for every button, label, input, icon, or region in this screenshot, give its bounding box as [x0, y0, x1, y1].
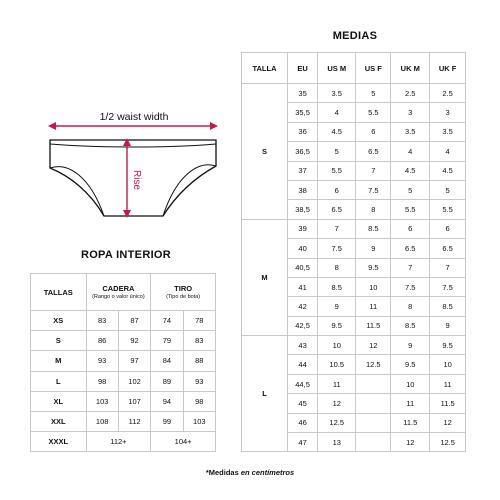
us-f-value — [356, 374, 391, 393]
uk-m-value: 7.5 — [391, 277, 430, 296]
uk-f-value: 12.5 — [430, 433, 466, 452]
uk-f-value: 8.5 — [430, 297, 466, 316]
uk-m-value: 8.5 — [391, 316, 430, 335]
cadera-header-label: CADERA — [102, 284, 135, 293]
medias-row — [242, 84, 466, 103]
us-f-value: 10 — [356, 277, 391, 296]
size-label: XS — [31, 311, 87, 331]
eu-value: 42 — [288, 297, 318, 316]
us-f-value: 8 — [356, 200, 391, 219]
uk-m-value: 4 — [391, 142, 430, 161]
measurement-note — [150, 468, 350, 477]
leg-opening-left — [50, 167, 104, 216]
waistband-line — [50, 144, 216, 147]
tiro-min: 84 — [151, 351, 183, 371]
eu-value: 35 — [288, 84, 318, 103]
ropa-row — [31, 311, 216, 331]
cadera-min: 108 — [86, 411, 118, 431]
medias-header-us-m: US M — [318, 53, 356, 84]
us-m-value: 5 — [318, 142, 356, 161]
tiro-value: 104+ — [151, 432, 216, 452]
eu-value: 38,5 — [288, 200, 318, 219]
ropa-interior-table — [30, 273, 216, 452]
rise-arrow-top-head — [123, 138, 131, 146]
medias-header-uk-m: UK M — [391, 53, 430, 84]
us-m-value: 5.5 — [318, 161, 356, 180]
us-m-value: 4.5 — [318, 122, 356, 141]
eu-value: 46 — [288, 413, 318, 432]
uk-m-value: 6.5 — [391, 239, 430, 258]
us-f-value — [356, 413, 391, 432]
waist-arrow-right-head — [210, 122, 218, 130]
medias-title: MEDIAS — [332, 30, 378, 42]
us-m-value: 3.5 — [318, 84, 356, 103]
us-m-value: 6.5 — [318, 200, 356, 219]
uk-f-value: 9 — [430, 316, 466, 335]
medias-row — [242, 336, 466, 355]
rise-label: Rise — [131, 170, 142, 191]
uk-m-value: 5.5 — [391, 200, 430, 219]
waist-width-label: 1/2 waist width — [99, 111, 169, 123]
uk-m-value: 4.5 — [391, 161, 430, 180]
size-label: S — [31, 331, 87, 351]
note-emphasis: en centímetros — [240, 468, 295, 477]
tiro-max: 93 — [183, 371, 215, 391]
ropa-row — [31, 411, 216, 431]
us-f-value — [356, 433, 391, 452]
us-m-value: 8.5 — [318, 277, 356, 296]
uk-f-value: 3 — [430, 103, 466, 122]
eu-value: 43 — [288, 336, 318, 355]
waist-arrow-left-head — [48, 122, 56, 130]
uk-f-value: 11 — [430, 374, 466, 393]
uk-f-value: 12 — [430, 413, 466, 432]
uk-m-value: 9 — [391, 336, 430, 355]
us-m-value: 9.5 — [318, 316, 356, 335]
eu-value: 38 — [288, 180, 318, 199]
cadera-min: 98 — [86, 371, 118, 391]
tiro-max: 83 — [183, 331, 215, 351]
cadera-min: 86 — [86, 331, 118, 351]
tallas-header: TALLAS — [31, 274, 87, 311]
size-label: XXL — [31, 411, 87, 431]
eu-value: 41 — [288, 277, 318, 296]
ropa-header-row — [31, 274, 216, 311]
eu-value: 35,5 — [288, 103, 318, 122]
eu-value: 40 — [288, 239, 318, 258]
leg-opening-right — [163, 165, 216, 216]
ropa-row — [31, 351, 216, 371]
uk-m-value: 11 — [391, 394, 430, 413]
cadera-min: 103 — [86, 391, 118, 411]
us-f-value: 6 — [356, 122, 391, 141]
us-m-value: 9 — [318, 297, 356, 316]
uk-f-value: 4.5 — [430, 161, 466, 180]
us-f-value: 8.5 — [356, 219, 391, 238]
tiro-max: 103 — [183, 411, 215, 431]
us-m-value: 13 — [318, 433, 356, 452]
rise-arrow-bottom-head — [123, 210, 131, 218]
us-f-value: 7.5 — [356, 180, 391, 199]
ropa-row — [31, 331, 216, 351]
cadera-max: 87 — [118, 311, 150, 331]
medias-header-eu: EU — [288, 53, 318, 84]
us-f-value: 11.5 — [356, 316, 391, 335]
medias-header-row — [242, 53, 466, 84]
eu-value: 39 — [288, 219, 318, 238]
us-m-value: 8 — [318, 258, 356, 277]
eu-value: 44,5 — [288, 374, 318, 393]
us-m-value: 12 — [318, 394, 356, 413]
underwear-diagram — [38, 104, 228, 224]
uk-m-value: 3 — [391, 103, 430, 122]
tiro-max: 88 — [183, 351, 215, 371]
uk-f-value: 7 — [430, 258, 466, 277]
eu-value: 36 — [288, 122, 318, 141]
tiro-header — [151, 274, 216, 311]
tiro-max: 98 — [183, 391, 215, 411]
us-f-value: 9.5 — [356, 258, 391, 277]
tiro-header-sub: (Tipo de bota) — [166, 294, 201, 300]
tiro-min: 79 — [151, 331, 183, 351]
cadera-max: 97 — [118, 351, 150, 371]
tiro-min: 74 — [151, 311, 183, 331]
cadera-max: 112 — [118, 411, 150, 431]
medias-header-uk-f: UK F — [430, 53, 466, 84]
size-label: XL — [31, 391, 87, 411]
tiro-min: 89 — [151, 371, 183, 391]
tiro-min: 94 — [151, 391, 183, 411]
tiro-min: 99 — [151, 411, 183, 431]
medias-header-talla: TALLA — [242, 53, 288, 84]
uk-m-value: 10 — [391, 374, 430, 393]
us-f-value: 5 — [356, 84, 391, 103]
us-m-value: 7 — [318, 219, 356, 238]
us-m-value: 10 — [318, 336, 356, 355]
uk-m-value: 12 — [391, 433, 430, 452]
size-label: L — [31, 371, 87, 391]
us-f-value: 6.5 — [356, 142, 391, 161]
cadera-max: 92 — [118, 331, 150, 351]
talla-group-label: M — [242, 219, 288, 335]
uk-f-value: 5 — [430, 180, 466, 199]
uk-m-value: 2.5 — [391, 84, 430, 103]
ropa-row — [31, 432, 216, 452]
tiro-header-label: TIRO — [174, 284, 193, 293]
us-m-value: 12.5 — [318, 413, 356, 432]
ropa-interior-title: ROPA INTERIOR — [80, 249, 172, 261]
uk-m-value: 6 — [391, 219, 430, 238]
uk-f-value: 7.5 — [430, 277, 466, 296]
ropa-table-body — [31, 311, 216, 452]
uk-m-value: 3.5 — [391, 122, 430, 141]
eu-value: 45 — [288, 394, 318, 413]
us-f-value: 12.5 — [356, 355, 391, 374]
us-m-value: 6 — [318, 180, 356, 199]
eu-value: 40,5 — [288, 258, 318, 277]
us-f-value: 12 — [356, 336, 391, 355]
medias-row — [242, 219, 466, 238]
us-m-value: 7.5 — [318, 239, 356, 258]
uk-f-value: 4 — [430, 142, 466, 161]
cadera-header-sub: (Rango o valor único) — [92, 294, 145, 300]
uk-f-value: 5.5 — [430, 200, 466, 219]
note-prefix: *Medidas — [205, 468, 241, 477]
us-f-value: 9 — [356, 239, 391, 258]
us-f-value: 7 — [356, 161, 391, 180]
cadera-max: 102 — [118, 371, 150, 391]
size-label: M — [31, 351, 87, 371]
uk-m-value: 11.5 — [391, 413, 430, 432]
talla-group-label: S — [242, 84, 288, 220]
cadera-max: 107 — [118, 391, 150, 411]
ropa-row — [31, 391, 216, 411]
medias-table — [241, 52, 466, 452]
cadera-min: 93 — [86, 351, 118, 371]
cadera-min: 83 — [86, 311, 118, 331]
uk-f-value: 11.5 — [430, 394, 466, 413]
cadera-header — [86, 274, 151, 311]
eu-value: 44 — [288, 355, 318, 374]
medias-table-body — [242, 84, 466, 452]
uk-f-value: 3.5 — [430, 122, 466, 141]
size-label: XXXL — [31, 432, 87, 452]
eu-value: 42,5 — [288, 316, 318, 335]
uk-m-value: 5 — [391, 180, 430, 199]
uk-m-value: 7 — [391, 258, 430, 277]
medias-header-us-f: US F — [356, 53, 391, 84]
uk-m-value: 9.5 — [391, 355, 430, 374]
eu-value: 47 — [288, 433, 318, 452]
us-f-value: 5.5 — [356, 103, 391, 122]
eu-value: 37 — [288, 161, 318, 180]
us-m-value: 10.5 — [318, 355, 356, 374]
cadera-value: 112+ — [86, 432, 151, 452]
tiro-max: 78 — [183, 311, 215, 331]
us-m-value: 4 — [318, 103, 356, 122]
us-m-value: 11 — [318, 374, 356, 393]
uk-f-value: 2.5 — [430, 84, 466, 103]
uk-f-value: 9.5 — [430, 336, 466, 355]
uk-f-value: 6.5 — [430, 239, 466, 258]
ropa-row — [31, 371, 216, 391]
uk-m-value: 8 — [391, 297, 430, 316]
eu-value: 36,5 — [288, 142, 318, 161]
uk-f-value: 6 — [430, 219, 466, 238]
talla-group-label: L — [242, 336, 288, 452]
uk-f-value: 10 — [430, 355, 466, 374]
us-f-value — [356, 394, 391, 413]
us-f-value: 11 — [356, 297, 391, 316]
